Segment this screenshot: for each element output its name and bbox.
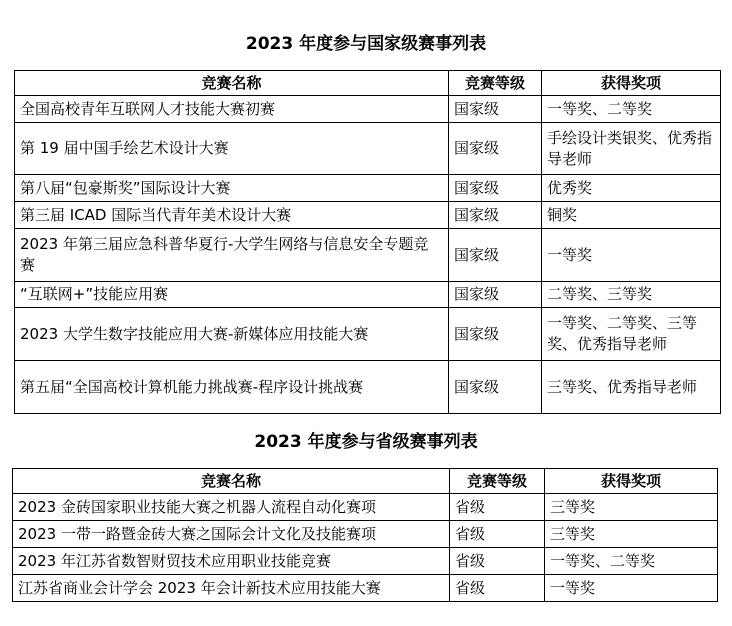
award: 一等奖、二等奖、三等奖、优秀指导老师: [542, 308, 721, 361]
competition-name: “互联网+”技能应用赛: [15, 282, 449, 308]
award: 三等奖: [545, 521, 718, 548]
table-row: [15, 308, 721, 361]
award: 二等奖、三等奖: [542, 282, 721, 308]
competition-name: 2023 金砖国家职业技能大赛之机器人流程自动化赛项: [13, 494, 450, 521]
competition-name: 2023 大学生数字技能应用大赛-新媒体应用技能大赛: [15, 308, 449, 361]
table-row: [13, 575, 718, 602]
table-row: [15, 282, 721, 308]
competition-level: 国家级: [449, 361, 542, 414]
competition-level: 国家级: [449, 96, 542, 123]
competition-name: 江苏省商业会计学会 2023 年会计新技术应用技能大赛: [13, 575, 450, 602]
competition-level: 国家级: [449, 175, 542, 202]
award: 三等奖: [545, 494, 718, 521]
national-table-title: 2023 年度参与国家级赛事列表: [245, 34, 487, 54]
award: 一等奖: [545, 575, 718, 602]
competition-level: 省级: [450, 494, 545, 521]
competition-name: 第 19 届中国手绘艺术设计大赛: [15, 123, 449, 175]
competition-name: 全国高校青年互联网人才技能大赛初赛: [15, 96, 449, 123]
header-competition-name: 竞赛名称: [13, 469, 450, 494]
competition-name: 第八届“包豪斯奖”国际设计大赛: [15, 175, 449, 202]
table-row: [13, 548, 718, 575]
table-row: [15, 96, 721, 123]
competition-level: 省级: [450, 521, 545, 548]
table-row: [13, 521, 718, 548]
award: 铜奖: [542, 202, 721, 229]
competition-level: 省级: [450, 548, 545, 575]
award: 一等奖、二等奖: [542, 96, 721, 123]
competition-level: 省级: [450, 575, 545, 602]
table-row: [15, 361, 721, 414]
header-competition-level: 竞赛等级: [449, 71, 542, 96]
table-row: [13, 494, 718, 521]
award: 一等奖: [542, 229, 721, 282]
table-row: [15, 123, 721, 175]
award: 优秀奖: [542, 175, 721, 202]
competition-name: 2023 年江苏省数智财贸技术应用职业技能竞赛: [13, 548, 450, 575]
competition-name: 2023 年第三届应急科普华夏行-大学生网络与信息安全专题竞赛: [15, 229, 449, 282]
table-row: [15, 202, 721, 229]
competition-name: 2023 一带一路暨金砖大赛之国际会计文化及技能赛项: [13, 521, 450, 548]
competition-level: 国家级: [449, 202, 542, 229]
table-header-row: [15, 71, 721, 96]
award: 一等奖、二等奖: [545, 548, 718, 575]
header-award: 获得奖项: [542, 71, 721, 96]
header-competition-name: 竞赛名称: [15, 71, 449, 96]
table-header-row: [13, 469, 718, 494]
competition-level: 国家级: [449, 229, 542, 282]
competition-level: 国家级: [449, 123, 542, 175]
competition-name: 第五届“全国高校计算机能力挑战赛-程序设计挑战赛: [15, 361, 449, 414]
competition-level: 国家级: [449, 282, 542, 308]
competition-name: 第三届 ICAD 国际当代青年美术设计大赛: [15, 202, 449, 229]
award: 手绘设计类银奖、优秀指导老师: [542, 123, 721, 175]
award: 三等奖、优秀指导老师: [542, 361, 721, 414]
table-row: [15, 175, 721, 202]
header-competition-level: 竞赛等级: [450, 469, 545, 494]
header-award: 获得奖项: [545, 469, 718, 494]
table-row: [15, 229, 721, 282]
provincial-competition-table: [12, 468, 718, 602]
national-competition-table: [14, 70, 721, 414]
competition-level: 国家级: [449, 308, 542, 361]
provincial-table-title: 2023 年度参与省级赛事列表: [254, 432, 478, 452]
